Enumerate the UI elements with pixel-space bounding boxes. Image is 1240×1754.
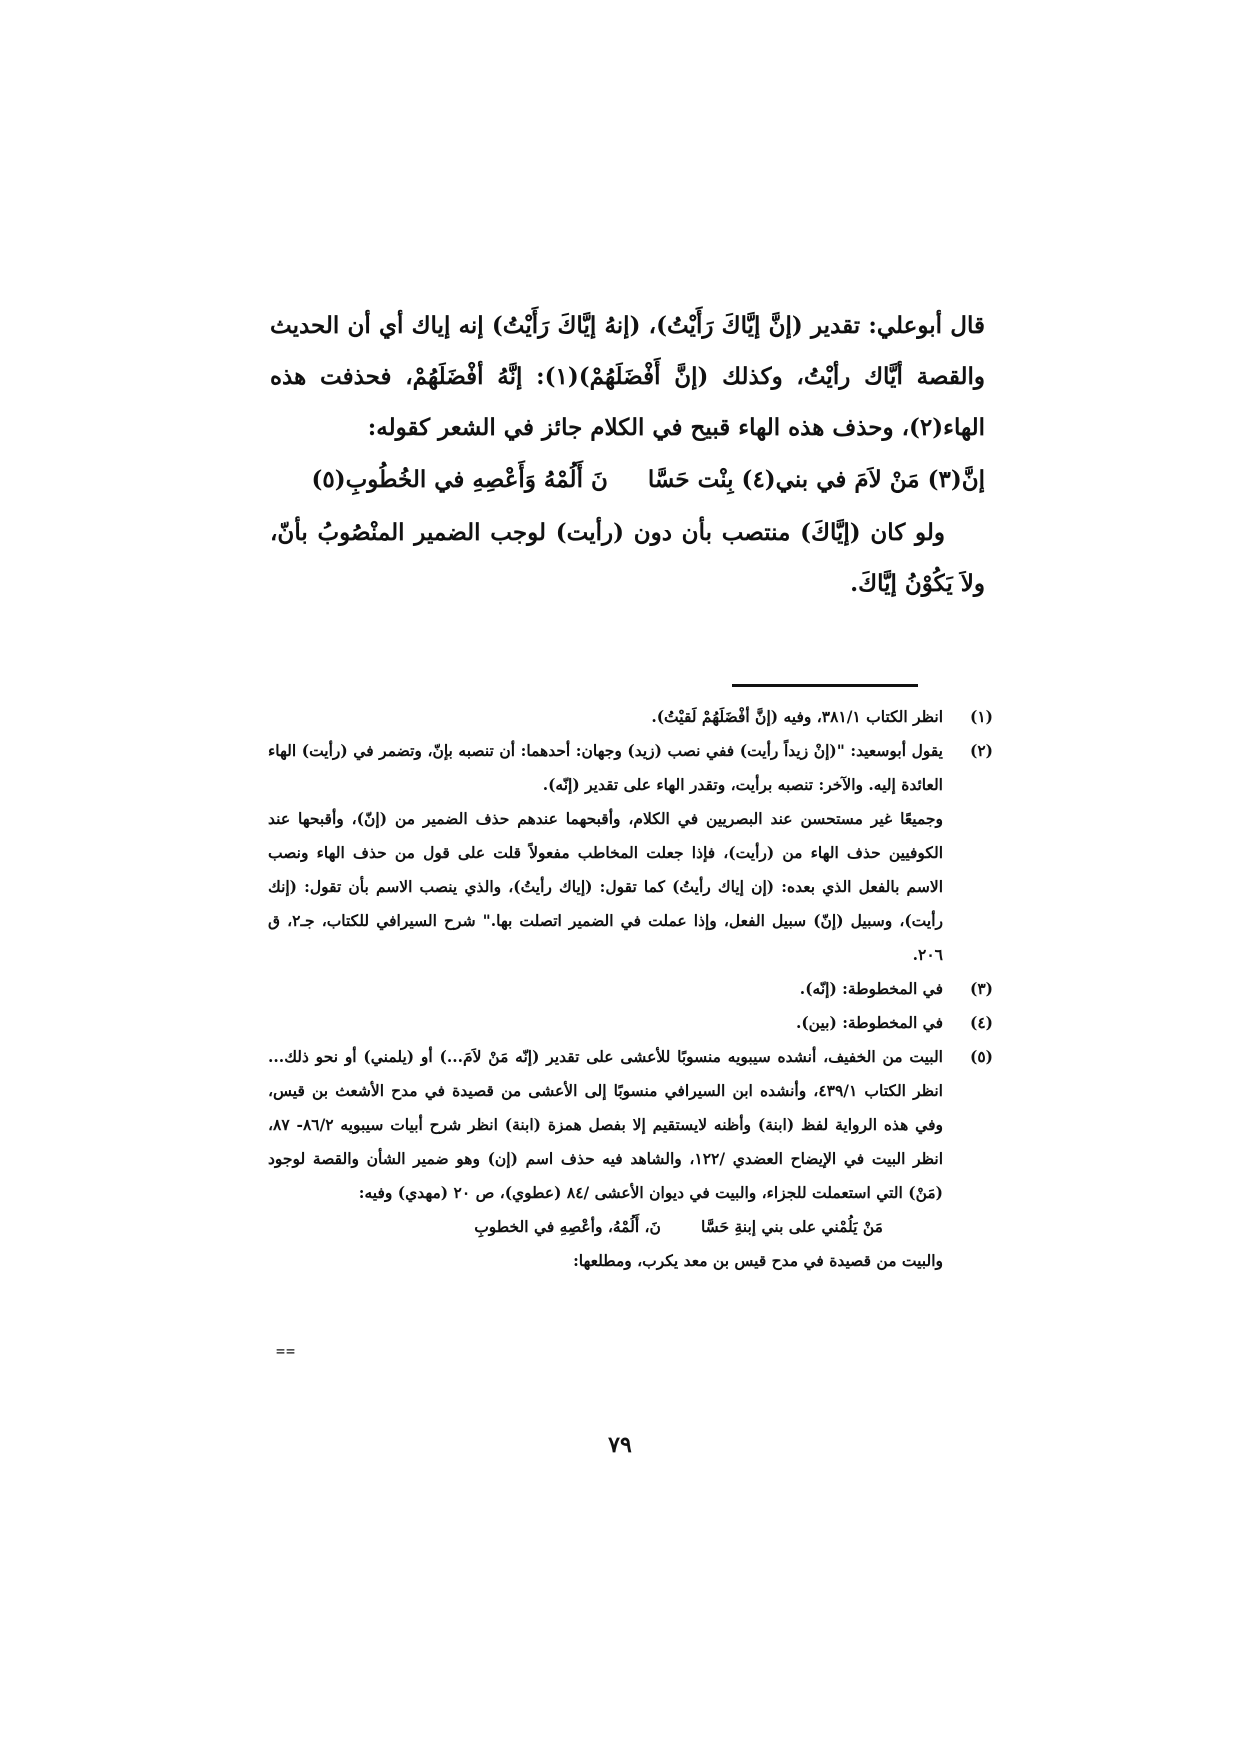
footnote-text: في المخطوطة: (بين). <box>795 1013 943 1032</box>
footnote-1 <box>268 700 993 734</box>
footnote-text: وجميعًا غير مستحسن عند البصريين في الكلام، وأقبحهما عندهم حذف الضمير من (إنّ)، وأقبحها عند الكوفيين حذف الهاء من (رأيت)، فإذا جعلت المخاطب مفعولاً قلت على قول من حذف الهاء ونصب الاسم بالفعل الذي بعده: (إن إياك رأيتُ) كما تقول: (إياك رأيتُ)، والذي ينصب الاسم بأن تقول: (إنك رأيت)، وسبيل (إنّ) سبيل الفعل، وإذا عملت في الضمير اتصلت بها." شرح السيرافي للكتاب، جـ٢، ق ٢٠٦. <box>268 809 943 964</box>
footnote-separator <box>732 684 918 687</box>
footnote-text: في المخطوطة: (إنّه). <box>799 979 943 998</box>
footnote-4 <box>268 1006 993 1040</box>
footnote-text: والبيت من قصيدة في مدح قيس بن معد يكرب، ومطلعها: <box>573 1251 943 1270</box>
footnote-3 <box>268 972 993 1006</box>
verse-first-hemistich: إنَّ(٣) مَنْ لاَمَ في بني(٤) بِنْت حَسَّا <box>647 466 985 493</box>
page-number: ٧٩ <box>608 1432 632 1458</box>
verse-second-hemistich: نَ أَلُمْهُ وَأَعْصِهِ في الخُطُوبِ(٥) <box>311 466 608 493</box>
poetry-verse <box>270 453 985 507</box>
footnotes <box>268 700 993 1278</box>
footnote-verse-second: نَ، أَلُمْهُ، وأعْصِهِ في الخطوبِ <box>474 1217 661 1236</box>
main-paragraph-2: ولو كان (إيَّاكَ) منتصب بأن دون (رأيت) لوجب الضمير المنْصُوبُ بأنّ، ولاَ يَكُوْنُ إيَّاكَ. <box>270 519 985 597</box>
footnote-number: (٤) <box>969 1013 993 1032</box>
footnote-text: البيت من الخفيف، أنشده سيبويه منسوبًا للأعشى على تقدير (إنّه مَنْ لاَمَ...) أو (يلمني) أو نحو ذلك... انظر الكتاب ٤٣٩/١، وأنشده ابن السيرافي منسوبًا إلى الأعشى من قصيدة في مدح الأشعث بن قيس، وفي هذه الرواية لفظ (ابنة) وأظنه لايستقيم إلا بفصل همزة (ابنة) انظر شرح أبيات سيبويه ٨٦/٢- ٨٧، انظر البيت في الإيضاح العضدي /١٢٢، والشاهد فيه حذف اسم (إن) وهو ضمير الشأن والقصة لوجود (مَنْ) التي استعملت للجزاء، والبيت في ديوان الأعشى /٨٤ (عطوي)، ص ٢٠ (مهدي) وفيه: <box>268 1047 944 1202</box>
footnote-2 <box>268 734 993 972</box>
main-paragraph-1: قال أبوعلي: تقدير (إنَّ إيَّاكَ رَأَيْتُ)، (إنهُ إيَّاكَ رَأَيْتُ) إنه إياك أي أن الحديث والقصة أيَّاك رأيْتُ، وكذلك (إنَّ أَفْضَلَهُمْ)(١): إنَّهُ أفْضَلَهُمْ، فحذفت هذه الهاء(٢)، وحذف هذه الهاء قبيح في الكلام جائز في الشعر كقوله: <box>270 312 985 441</box>
footnote-number: (٥) <box>969 1047 993 1066</box>
main-text <box>270 300 985 609</box>
footnote-verse <box>268 1210 943 1244</box>
footnote-number: (٣) <box>969 979 993 998</box>
footnote-number: (١) <box>969 707 993 726</box>
footnote-text: انظر الكتاب ٣٨١/١، وفيه (إنَّ أفْضَلَهُمْ لَقيْتُ). <box>651 707 943 726</box>
footnote-number: (٢) <box>969 741 993 760</box>
footnote-text: يقول أبوسعيد: "(إنْ زيداً رأيت) ففي نصب (زيد) وجهان: أحدهما: أن تنصبه بإنّ، وتضمر في (رأيت) الهاء العائدة إليه. والآخر: تنصبه برأيت، وتقدر الهاء على تقدير (إنّه). <box>268 741 943 794</box>
footnote-verse-first: مَنْ يَلُمْني على بني إبنةِ حَسَّا <box>700 1217 883 1236</box>
footnote-5 <box>268 1040 993 1278</box>
continuation-mark: == <box>276 1342 297 1360</box>
